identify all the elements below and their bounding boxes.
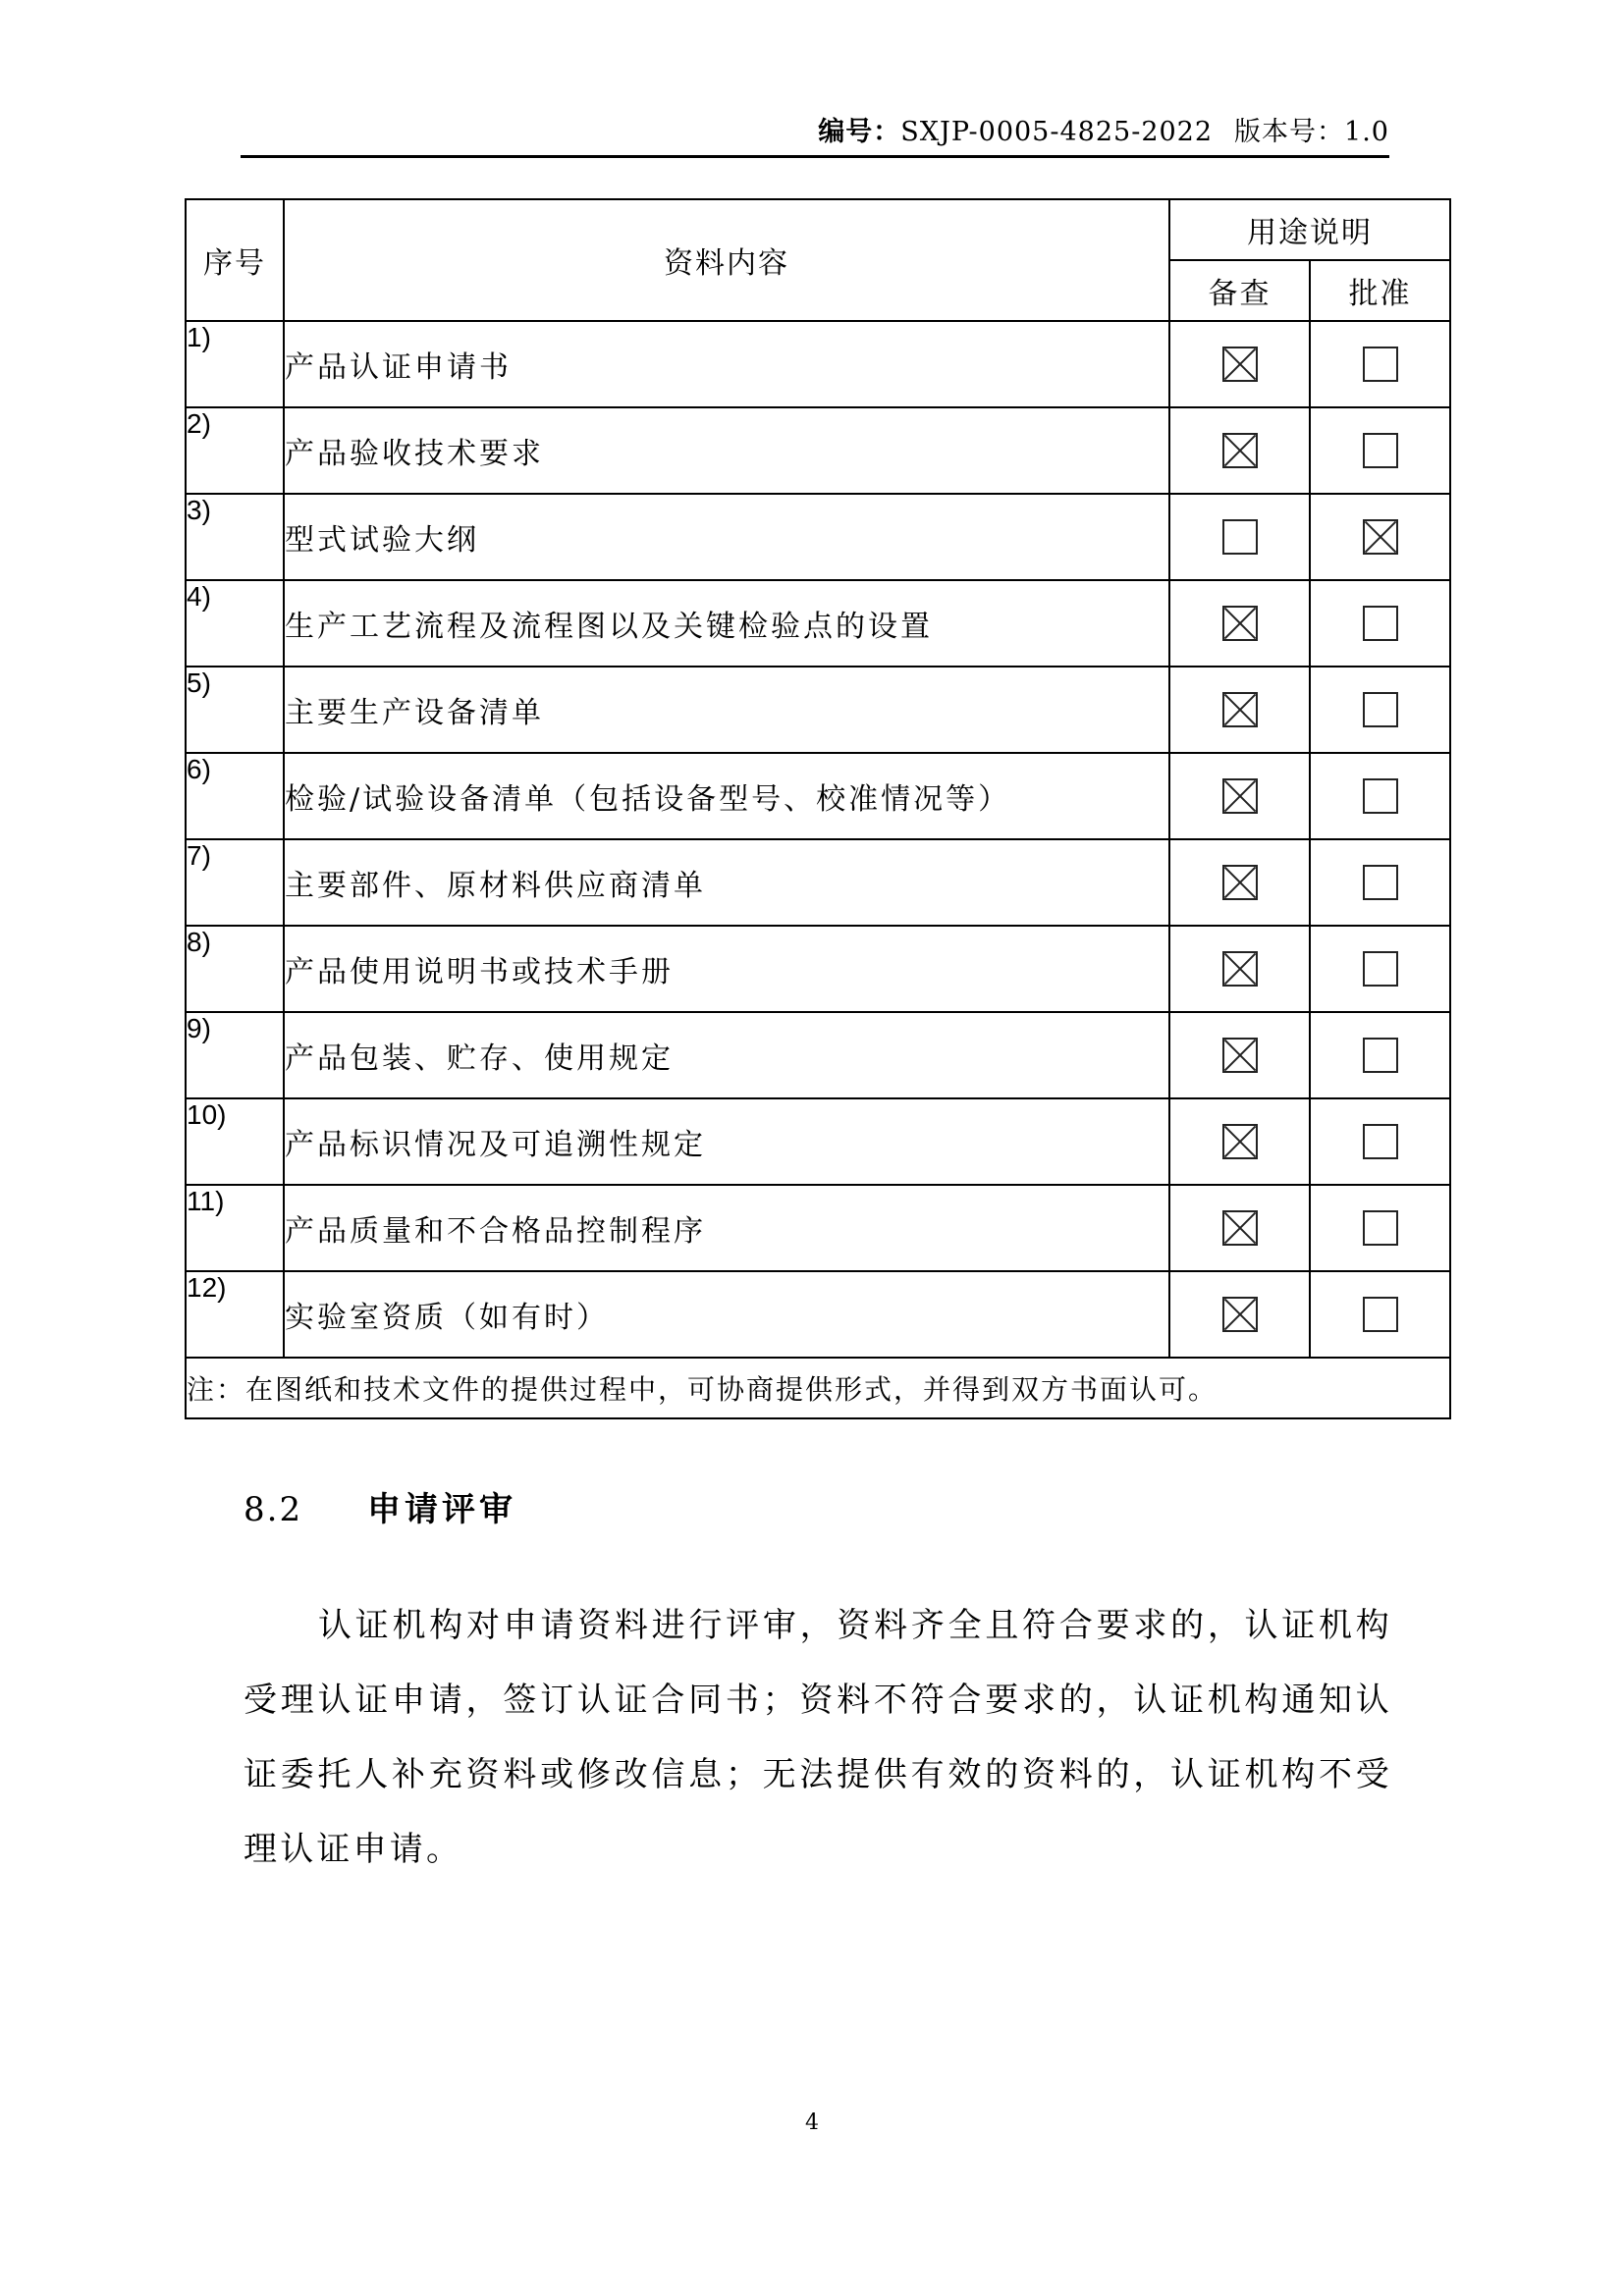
cell-approve: [1310, 1271, 1450, 1358]
cell-approve: [1310, 1185, 1450, 1271]
record-checkbox[interactable]: [1222, 347, 1258, 382]
cell-approve: [1310, 753, 1450, 839]
row-index: 9): [186, 1012, 284, 1098]
row-content: 产品使用说明书或技术手册: [284, 926, 1169, 1012]
cell-approve: [1310, 1012, 1450, 1098]
table-row: [186, 494, 1450, 580]
row-content: 生产工艺流程及流程图以及关键检验点的设置: [284, 580, 1169, 667]
approve-checkbox[interactable]: [1363, 1297, 1398, 1332]
record-checkbox[interactable]: [1222, 606, 1258, 641]
approve-checkbox[interactable]: [1363, 433, 1398, 468]
cell-approve: [1310, 580, 1450, 667]
row-content: 产品质量和不合格品控制程序: [284, 1185, 1169, 1271]
table-body: [186, 321, 1450, 1358]
version-label: 版本号：: [1234, 117, 1345, 147]
row-content: 主要部件、原材料供应商清单: [284, 839, 1169, 926]
row-index: 10): [186, 1098, 284, 1185]
record-checkbox[interactable]: [1222, 1124, 1258, 1159]
section-paragraph: 认证机构对申请资料进行评审，资料齐全且符合要求的，认证机构受理认证申请，签订认证合同书；资料不符合要求的，认证机构通知认证委托人补充资料或修改信息；无法提供有效的资料的，认证机构不受理认证申请。: [244, 1606, 1392, 1869]
row-index: 4): [186, 580, 284, 667]
table-row: [186, 1271, 1450, 1358]
record-checkbox[interactable]: [1222, 778, 1258, 814]
table-row: [186, 839, 1450, 926]
record-checkbox[interactable]: [1222, 1297, 1258, 1332]
row-content: 产品认证申请书: [284, 321, 1169, 407]
table-row: [186, 926, 1450, 1012]
page-number: 4: [805, 2110, 819, 2135]
section-heading: [244, 1482, 516, 1530]
approve-checkbox[interactable]: [1363, 778, 1398, 814]
row-content: 实验室资质（如有时）: [284, 1271, 1169, 1358]
approve-checkbox[interactable]: [1363, 1038, 1398, 1073]
cell-record: [1169, 753, 1310, 839]
cell-record: [1169, 839, 1310, 926]
table-note: 注：在图纸和技术文件的提供过程中，可协商提供形式，并得到双方书面认可。: [186, 1358, 1450, 1418]
col-header-content: 资料内容: [284, 199, 1169, 321]
record-checkbox[interactable]: [1222, 951, 1258, 987]
approve-checkbox[interactable]: [1363, 519, 1398, 555]
table-row: [186, 580, 1450, 667]
page-header: [241, 116, 1389, 158]
record-checkbox[interactable]: [1222, 433, 1258, 468]
cell-approve: [1310, 321, 1450, 407]
col-header-approve: 批准: [1310, 260, 1450, 321]
row-content: 产品包装、贮存、使用规定: [284, 1012, 1169, 1098]
doc-code-label: 编号：: [818, 117, 901, 147]
cell-approve: [1310, 926, 1450, 1012]
cell-approve: [1310, 1098, 1450, 1185]
approve-checkbox[interactable]: [1363, 692, 1398, 727]
record-checkbox[interactable]: [1222, 519, 1258, 555]
row-index: 8): [186, 926, 284, 1012]
table-row: [186, 321, 1450, 407]
approve-checkbox[interactable]: [1363, 347, 1398, 382]
table-row: [186, 1012, 1450, 1098]
row-index: 7): [186, 839, 284, 926]
approve-checkbox[interactable]: [1363, 865, 1398, 900]
row-content: 主要生产设备清单: [284, 667, 1169, 753]
record-checkbox[interactable]: [1222, 692, 1258, 727]
record-checkbox[interactable]: [1222, 865, 1258, 900]
approve-checkbox[interactable]: [1363, 606, 1398, 641]
table-row: [186, 1185, 1450, 1271]
approve-checkbox[interactable]: [1363, 1210, 1398, 1246]
col-header-usage: 用途说明: [1169, 199, 1450, 260]
cell-approve: [1310, 839, 1450, 926]
approve-checkbox[interactable]: [1363, 1124, 1398, 1159]
document-list-table: [185, 198, 1451, 1419]
record-checkbox[interactable]: [1222, 1210, 1258, 1246]
row-index: 6): [186, 753, 284, 839]
table-row: [186, 1098, 1450, 1185]
cell-record: [1169, 926, 1310, 1012]
table-row: [186, 407, 1450, 494]
cell-record: [1169, 1098, 1310, 1185]
cell-record: [1169, 407, 1310, 494]
cell-approve: [1310, 407, 1450, 494]
cell-record: [1169, 580, 1310, 667]
cell-record: [1169, 1185, 1310, 1271]
cell-record: [1169, 667, 1310, 753]
row-index: 12): [186, 1271, 284, 1358]
table-row: [186, 667, 1450, 753]
col-header-index: 序号: [186, 199, 284, 321]
version-value: 1.0: [1344, 117, 1389, 147]
row-index: 2): [186, 407, 284, 494]
row-content: 检验/试验设备清单（包括设备型号、校准情况等）: [284, 753, 1169, 839]
cell-approve: [1310, 667, 1450, 753]
col-header-record: 备查: [1169, 260, 1310, 321]
section-title: 申请评审: [367, 1490, 516, 1529]
row-content: 型式试验大纲: [284, 494, 1169, 580]
row-content: 产品验收技术要求: [284, 407, 1169, 494]
cell-record: [1169, 494, 1310, 580]
record-checkbox[interactable]: [1222, 1038, 1258, 1073]
approve-checkbox[interactable]: [1363, 951, 1398, 987]
cell-approve: [1310, 494, 1450, 580]
cell-record: [1169, 321, 1310, 407]
doc-code-value: SXJP-0005-4825-2022: [900, 117, 1214, 147]
row-index: 5): [186, 667, 284, 753]
cell-record: [1169, 1012, 1310, 1098]
table-row: [186, 753, 1450, 839]
row-index: 1): [186, 321, 284, 407]
cell-record: [1169, 1271, 1310, 1358]
section-number: 8.2: [244, 1490, 303, 1529]
row-index: 11): [186, 1185, 284, 1271]
row-content: 产品标识情况及可追溯性规定: [284, 1098, 1169, 1185]
row-index: 3): [186, 494, 284, 580]
